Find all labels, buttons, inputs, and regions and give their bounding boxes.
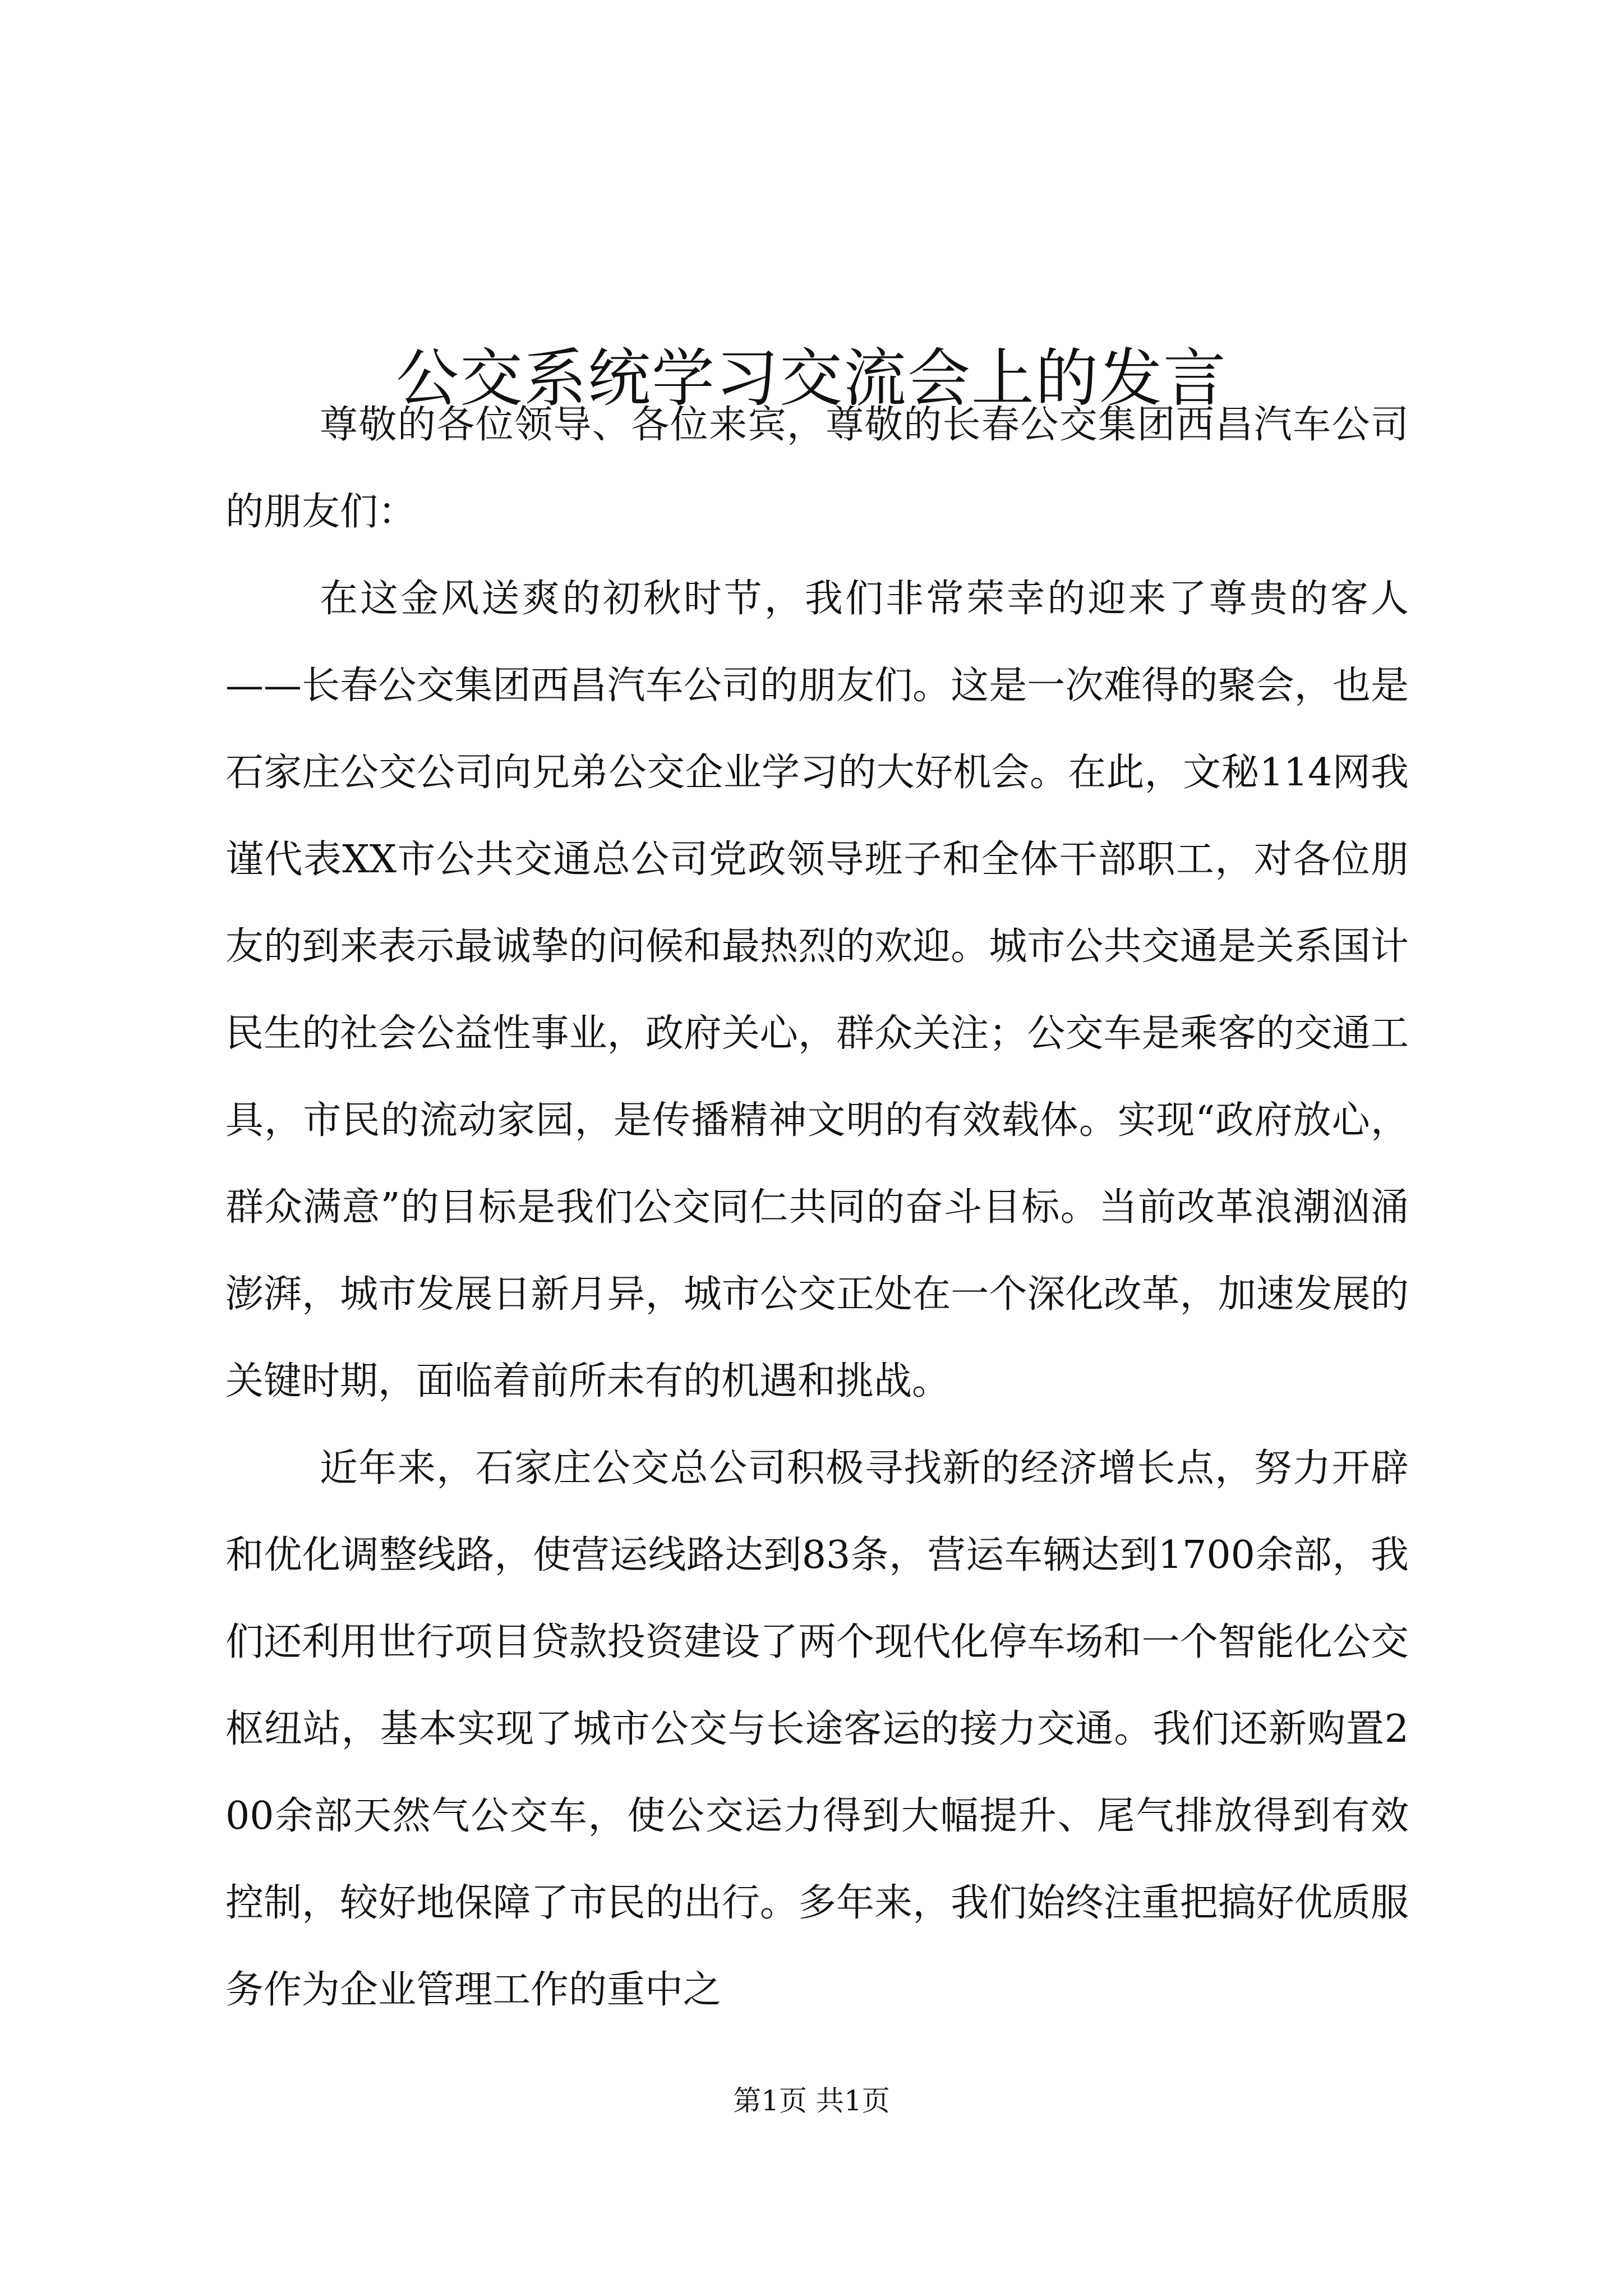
achievements-paragraph: 近年来，石家庄公交总公司积极寻找新的经济增长点，努力开辟和优化调整线路，使营运线路达到83条，营运车辆达到1700余部，我们还利用世行项目贷款投资建设了两个现代化停车场和一个智能化公交枢纽站，基本实现了城市公交与长途客运的接力交通。我们还新购置200余部天然气公交车，使公交运力得到大幅提升、尾气排放得到有效控制，较好地保障了市民的出行。多年来，我们始终注重把搞好优质服务作为企业管理工作的重中之 (225, 1446, 1409, 2012)
welcome-paragraph: 在这金风送爽的初秋时节，我们非常荣幸的迎来了尊贵的客人——长春公交集团西昌汽车公司的朋友们。这是一次难得的聚会，也是石家庄公交公司向兄弟公交企业学习的大好机会。在此，文秘114网我谨代表XX市公共交通总公司党政领导班子和全体干部职工，对各位朋友的到来表示最诚挚的问候和最热烈的欢迎。城市公共交通是关系国计民生的社会公益性事业，政府关心，群众关注；公交车是乘客的交通工具，市民的流动家园，是传播精神文明的有效载体。实现“政府放心，群众满意”的目标是我们公交同仁共同的奋斗目标。当前改革浪潮汹涌澎湃，城市发展日新月异，城市公交正处在一个深化改革，加速发展的关键时期，面临着前所未有的机遇和挑战。 (225, 577, 1409, 1404)
document-title: 公交系统学习交流会上的发言 (396, 342, 1227, 416)
greeting-paragraph: 尊敬的各位领导、各位来宾，尊敬的长春公交集团西昌汽车公司的朋友们： (225, 403, 1409, 534)
page-footer: 第1页 共1页 (733, 2085, 890, 2117)
document-body (225, 381, 1409, 2033)
